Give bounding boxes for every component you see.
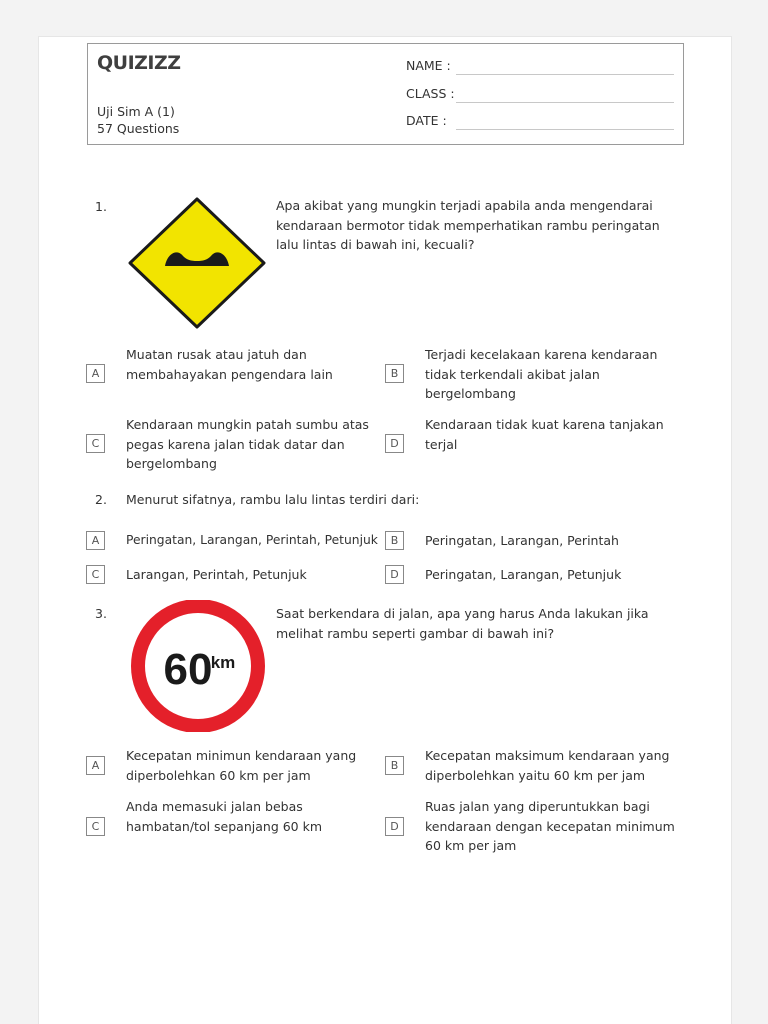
- q1-option-d-box[interactable]: D: [385, 434, 404, 453]
- q3-option-c-text[interactable]: Anda memasuki jalan bebas hambatan/tol sepanjang 60 km: [126, 799, 323, 834]
- class-field: [406, 86, 674, 101]
- worksheet-header: [87, 43, 684, 145]
- quiz-title: Uji Sim A (1): [97, 104, 175, 119]
- q2-option-a-text[interactable]: Peringatan, Larangan, Perintah, Petunjuk: [126, 533, 378, 547]
- q1-option-a-box[interactable]: A: [86, 364, 105, 383]
- q3-option-c-box[interactable]: C: [86, 817, 105, 836]
- speed-limit-sign: [130, 600, 266, 732]
- name-label: NAME :: [406, 58, 451, 73]
- question-2-text: Menurut sifatnya, rambu lalu lintas terdiri dari:: [126, 492, 420, 507]
- q3-option-d-box[interactable]: D: [385, 817, 404, 836]
- speed-limit-value: 60: [163, 645, 213, 694]
- name-line: [456, 74, 674, 75]
- q3-option-d-text[interactable]: Ruas jalan yang diperuntukkan bagi kendaraan dengan kecepatan minimum 60 km per jam: [425, 799, 675, 853]
- q2-option-d-text[interactable]: Peringatan, Larangan, Petunjuk: [425, 567, 622, 582]
- question-3-text: Saat berkendara di jalan, apa yang harus Anda lakukan jika melihat rambu seperti gambar di bawah ini?: [276, 606, 649, 641]
- questions-count: 57 Questions: [97, 121, 180, 136]
- q1-option-d-text[interactable]: Kendaraan tidak kuat karena tanjakan terjal: [425, 417, 664, 452]
- date-label: DATE :: [406, 113, 447, 128]
- question-2-number: 2.: [95, 492, 107, 507]
- q2-option-d-box[interactable]: D: [385, 565, 404, 584]
- q2-option-c-text[interactable]: Larangan, Perintah, Petunjuk: [126, 567, 307, 582]
- q2-option-b-box[interactable]: B: [385, 531, 404, 550]
- q1-option-c-box[interactable]: C: [86, 434, 105, 453]
- q1-option-b-box[interactable]: B: [385, 364, 404, 383]
- quizizz-logo: QUIZIZZ: [97, 52, 181, 74]
- q1-option-a-text[interactable]: Muatan rusak atau jatuh dan membahayakan pengendara lain: [126, 347, 333, 382]
- q3-option-b-box[interactable]: B: [385, 756, 404, 775]
- question-1-text: Apa akibat yang mungkin terjadi apabila anda mengendarai kendaraan bermotor tidak memperhatikan rambu peringatan lalu lintas di bawah ini, kecuali?: [276, 198, 660, 252]
- q2-option-c-box[interactable]: C: [86, 565, 105, 584]
- name-field: [406, 58, 674, 73]
- bumpy-road-warning-sign: [127, 196, 267, 330]
- date-line: [456, 129, 674, 130]
- q1-option-c-text[interactable]: Kendaraan mungkin patah sumbu atas pegas karena jalan tidak datar dan bergelombang: [126, 417, 369, 471]
- class-label: CLASS :: [406, 86, 455, 101]
- class-line: [456, 102, 674, 103]
- q3-option-a-text[interactable]: Kecepatan minimun kendaraan yang diperbolehkan 60 km per jam: [126, 748, 357, 783]
- q2-option-b-text[interactable]: Peringatan, Larangan, Perintah: [425, 533, 619, 548]
- q3-option-a-box[interactable]: A: [86, 756, 105, 775]
- q2-option-a-box[interactable]: A: [86, 531, 105, 550]
- q3-option-b-text[interactable]: Kecepatan maksimum kendaraan yang diperbolehkan yaitu 60 km per jam: [425, 748, 670, 783]
- question-1-number: 1.: [95, 199, 107, 214]
- question-3-number: 3.: [95, 606, 107, 621]
- q1-option-b-text[interactable]: Terjadi kecelakaan karena kendaraan tidak terkendali akibat jalan bergelombang: [425, 347, 658, 401]
- worksheet-page: [38, 36, 732, 1024]
- speed-limit-unit: km: [210, 653, 236, 672]
- date-field: [406, 113, 674, 128]
